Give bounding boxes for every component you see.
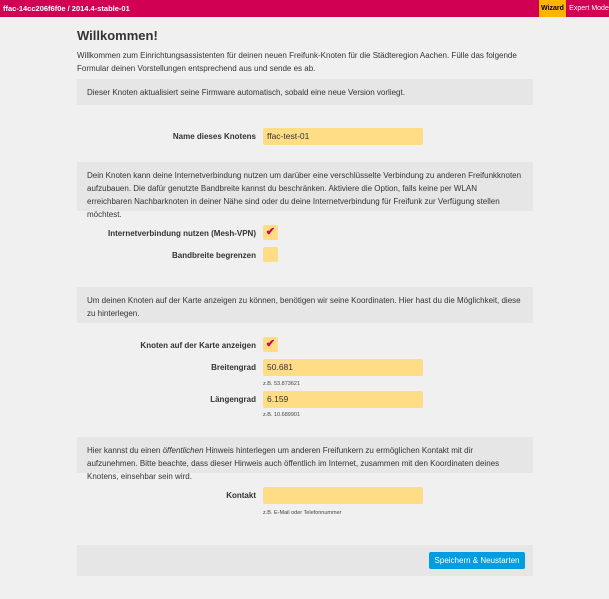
bandwidth-label: Bandbreite begrenzen (171, 251, 256, 260)
latitude-hint: z.B. 53.873621 (263, 381, 301, 387)
contact-note: Hier kannst du einen öffentlichen Hinweis hinterlegen um anderen Freifunkern zu ermöglichen Kontakt mit dir aufzunehmen. Bitte beachte, dass dieser Hinweis auch öffentlich im Internet, zusammen mit den Koordinaten deines Knotens, einsehbar sein wird. (77, 437, 533, 473)
mesh-vpn-checkbox[interactable]: ✔ (263, 225, 278, 240)
show-map-checkbox[interactable]: ✔ (263, 337, 278, 352)
intro-text: Willkommen zum Einrichtungsassistenten für deinen neuen Freifunk-Knoten für die Städteregion Aachen. Fülle das folgende Formular deinen Vorstellungen entsprechend aus und sende es ab. (77, 51, 517, 73)
nav-expert-mode[interactable]: Expert Mode (569, 5, 609, 12)
name-label: Name dieses Knotens (172, 132, 256, 141)
map-note: Um deinen Knoten auf der Karte anzeigen zu können, benötigen wir seine Koordinaten. Hier hast du die Möglichkeit, diese zu hinterlegen. (77, 287, 533, 323)
page-title: Willkommen! (77, 28, 158, 43)
longitude-hint: z.B. 10.689901 (263, 412, 301, 418)
nav-wizard[interactable]: Wizard (539, 0, 566, 17)
longitude-input[interactable]: 6.159 (263, 391, 423, 408)
mesh-note: Dein Knoten kann deine Internetverbindung nutzen um darüber eine verschlüsselte Verbindung zu anderen Freifunkknoten aufzubauen. Die dafür genutzte Bandbreite kannst du beschränken. Aktiviere die Option, falls keine per WLAN erreichbaren Nachbarknoten in deiner Nähe sind oder du deine Internetverbindung für Freifunk zur Verfügung stellen möchtest. (77, 162, 533, 211)
top-bar (0, 0, 609, 17)
autoupdate-note: Dieser Knoten aktualisiert seine Firmware automatisch, sobald eine neue Version vorliegt. (77, 79, 533, 105)
latitude-label: Breitengrad (211, 363, 256, 372)
contact-hint: z.B. E-Mail oder Telefonnummer (263, 510, 342, 516)
contact-label: Kontakt (226, 491, 256, 500)
longitude-label: Längengrad (210, 395, 256, 404)
contact-input[interactable] (263, 487, 423, 504)
mesh-vpn-label: Internetverbindung nutzen (Mesh-VPN) (108, 229, 256, 238)
latitude-input[interactable]: 50.681 (263, 359, 423, 376)
save-restart-button[interactable]: Speichern & Neustarten (429, 552, 525, 569)
hostname: ffac-14cc206f6f0e / 2014.4-stable-01 (3, 4, 130, 13)
bandwidth-checkbox[interactable] (263, 247, 278, 262)
show-map-label: Knoten auf der Karte anzeigen (140, 341, 256, 350)
form-footer (77, 545, 533, 576)
name-input[interactable]: ffac-test-01 (263, 128, 423, 145)
